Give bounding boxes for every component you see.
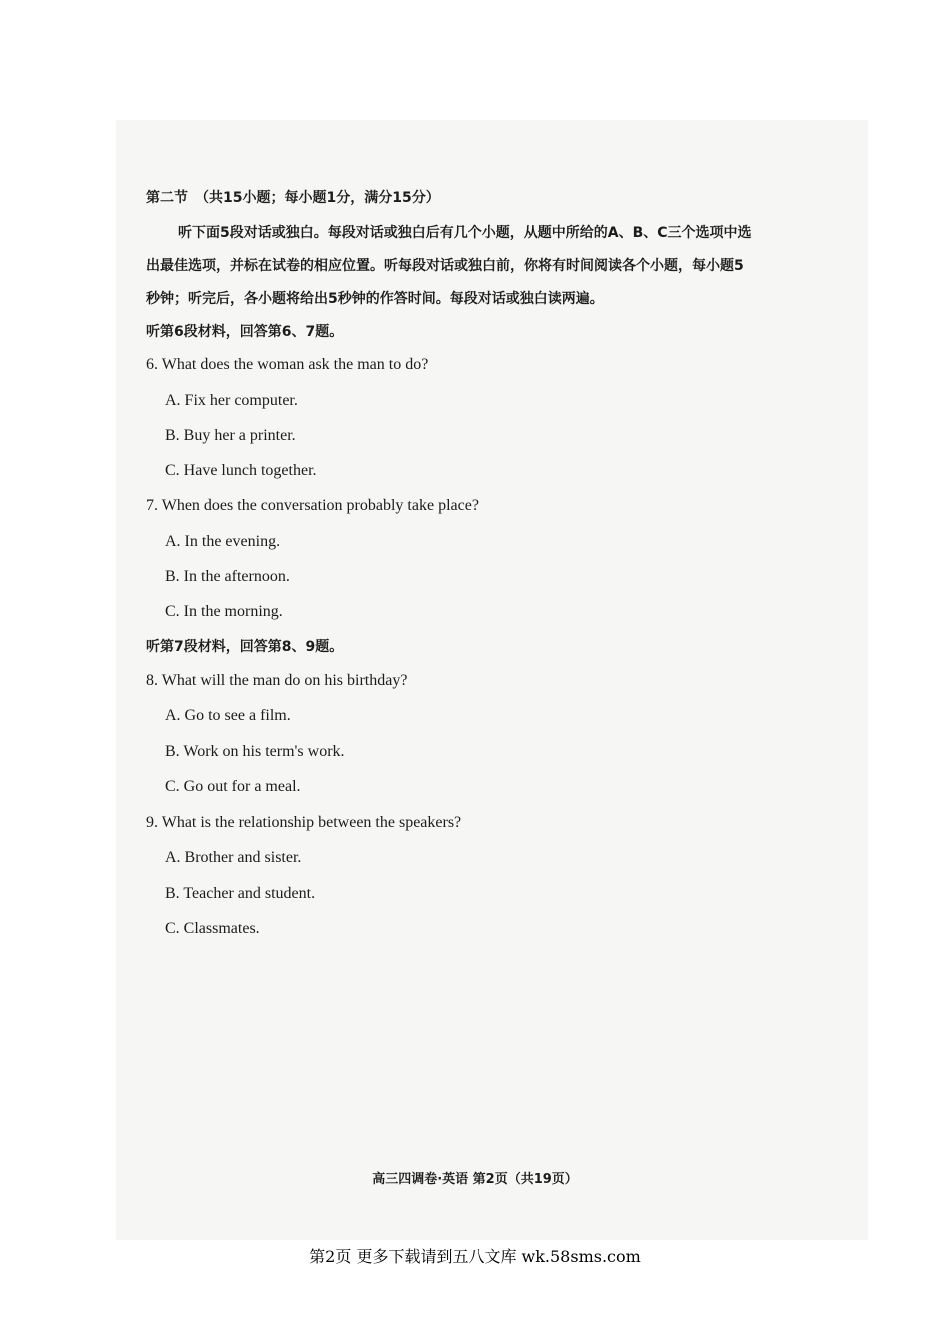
instructions-line-1: 听下面5段对话或独白。每段对话或独白后有几个小题，从题中所给的A、B、C三个选项中选 (178, 225, 752, 241)
question-9-option-a: A. Brother and sister. (165, 849, 302, 866)
group-intro-7: 听第7段材料，回答第8、9题。 (146, 639, 344, 655)
instructions-line-2: 出最佳选项，并标在试卷的相应位置。听每段对话或独白前，你将有时间阅读各个小题，每小题5 (146, 258, 744, 274)
question-9-option-b: B. Teacher and student. (165, 885, 316, 902)
question-6: 6. What does the woman ask the man to do? (146, 356, 429, 373)
exam-page-footer: 高三四调卷·英语 第2页（共19页） (372, 1172, 578, 1187)
question-9-option-c: C. Classmates. (165, 920, 260, 937)
question-6-option-c: C. Have lunch together. (165, 462, 317, 479)
site-footer: 第2页 更多下载请到五八文库 wk.58sms.com (309, 1247, 641, 1266)
question-7-option-a: A. In the evening. (165, 533, 281, 550)
question-8-option-a: A. Go to see a film. (165, 707, 291, 724)
group-intro-6: 听第6段材料，回答第6、7题。 (146, 324, 344, 340)
question-8-option-b: B. Work on his term's work. (165, 743, 345, 760)
question-7-option-b: B. In the afternoon. (165, 568, 290, 585)
question-7: 7. When does the conversation probably take place? (146, 497, 479, 514)
question-9: 9. What is the relationship between the speakers? (146, 814, 462, 831)
question-6-option-b: B. Buy her a printer. (165, 427, 296, 444)
question-6-option-a: A. Fix her computer. (165, 392, 298, 409)
question-8-option-c: C. Go out for a meal. (165, 778, 301, 795)
section-title: 第二节 （共15小题；每小题1分，满分15分） (146, 190, 440, 206)
question-8: 8. What will the man do on his birthday? (146, 672, 408, 689)
instructions-line-3: 秒钟；听完后，各小题将给出5秒钟的作答时间。每段对话或独白读两遍。 (146, 291, 604, 307)
question-7-option-c: C. In the morning. (165, 603, 283, 620)
